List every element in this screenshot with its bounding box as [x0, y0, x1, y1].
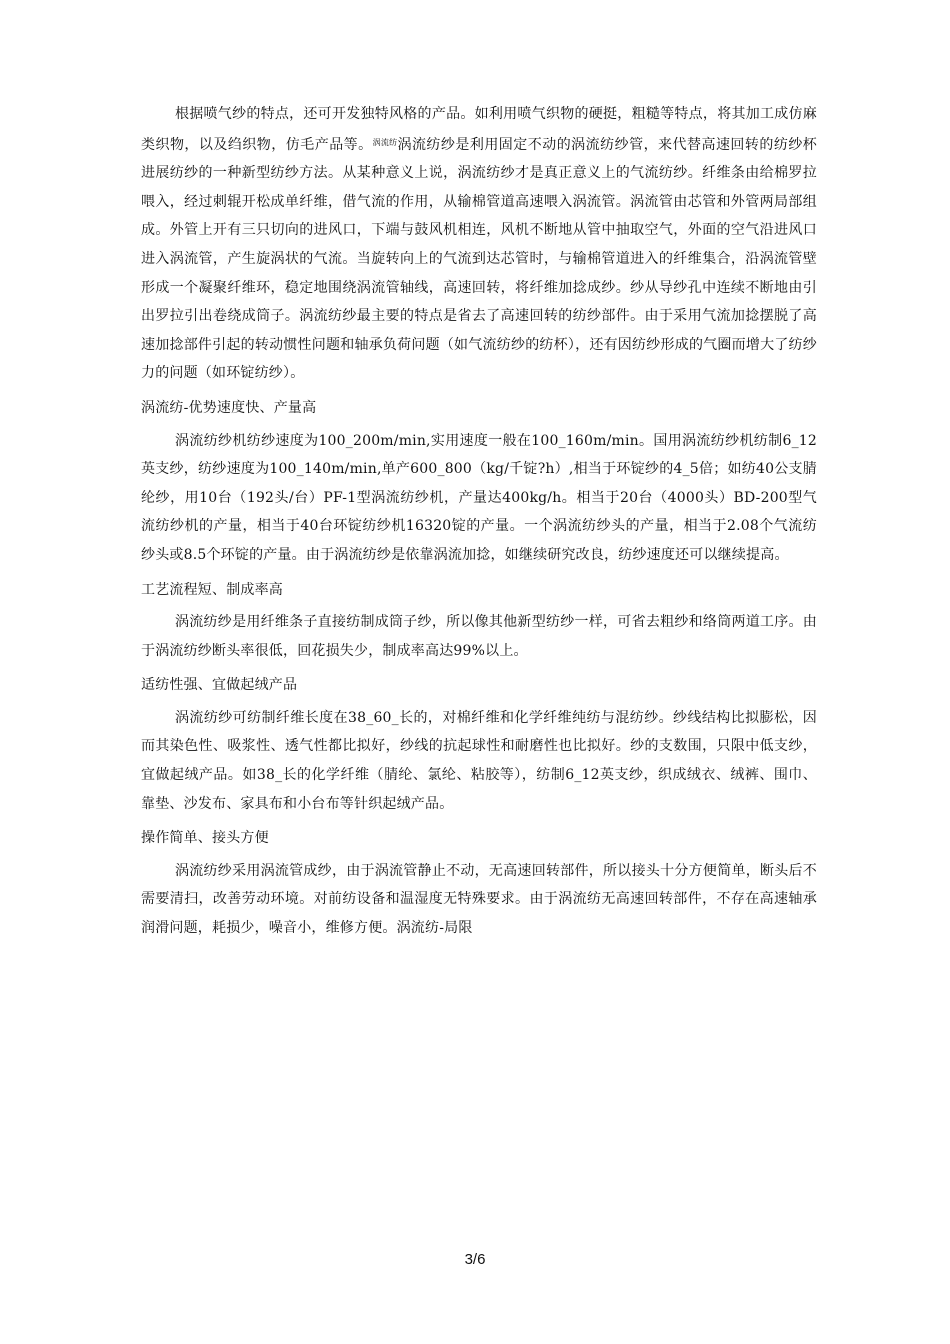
section-heading-operation: 操作简单、接头方便 [141, 830, 269, 847]
paragraph-intro-part2: 涡流纺纱是利用固定不动的涡流纺纱管，来代替高速回转的纺纱杯进展纺纱的一种新型纺纱方法。从某种意义上说，涡流纺纱才是真正意义上的气流纺纱。纤维条由给棉罗拉喂入，经过刺辊开松成单纤维，借气流的作用，从输棉管道高速喂入涡流管。涡流管由芯管和外管两局部组成。外管上开有三只切向的进风口，下端与鼓风机相连，风机不断地从管中抽取空气，外面的空气沿进风口进入涡流管，产生旋涡状的气流。当旋转向上的气流到达芯管时，与输棉管道进入的纤维集合，沿涡流管壁形成一个凝聚纤维环，稳定地围绕涡流管轴线，高速回转，将纤维加捻成纱。纱从导纱孔中连续不断地由引出罗拉引出卷绕成筒子。涡流纺纱最主要的特点是省去了高速回转的纺纱部件。由于采用气流加捻摆脱了高速加捻部件引起的转动惯性问题和轴承负荷问题（如气流纺纱的纺杯），还有因纺纱形成的气圈而增大了纺纱力的问题（如环锭纺纱）。 [141, 136, 818, 382]
inline-small-label: 涡流纺 [372, 137, 398, 147]
paragraph-process: 涡流纺纱是用纤维条子直接纺制成筒子纱，所以像其他新型纺纱一样，可省去粗纱和络筒两道工序。由于涡流纺纱断头率很低，回花损失少，制成率高达99%以上。 [141, 614, 817, 659]
section-heading-speed: 涡流纺-优势速度快、产量高 [141, 399, 317, 416]
section-heading-adaptability: 适纺性强、宜做起绒产品 [141, 677, 298, 694]
page-number: 3/6 [464, 1251, 486, 1268]
paragraph-intro-part1: 根据喷气纱的特点，还可开发独特风格的产品。如利用喷气织物的硬挺，粗糙等特点，将其加工成仿麻类织物，以及绉织物，仿毛产品等。 [141, 106, 817, 153]
section-heading-process: 工艺流程短、制成率高 [141, 581, 283, 598]
document-page [141, 100, 817, 943]
paragraph-speed: 涡流纺纱机纺纱速度为100_200m/min,实用速度一般在100_160m/min。国用涡流纺纱机纺制6_12英支纱，纺纱速度为100_140m/min,单产600_800（kg/千锭?h）,相当于环锭纱的4_5倍；如纺40公支腈纶纱，用10台（192头/台）PF-1型涡流纺纱机，产量达400kg/h。相当于20台（4000头）BD-200型气流纺纱机的产量，相当于40台环锭纺纱机16320锭的产量。一个涡流纺纱头的产量，相当于2.08个气流纺纱头或8.5个环锭的产量。由于涡流纺纱是依靠涡流加捻，如继续研究改良，纺纱速度还可以继续提高。 [141, 432, 817, 563]
paragraph-intro [141, 100, 817, 388]
paragraph-operation: 涡流纺纱采用涡流管成纱，由于涡流管静止不动，无高速回转部件，所以接头十分方便简单，断头后不需要清扫，改善劳动环境。对前纺设备和温湿度无特殊要求。由于涡流纺无高速回转部件，不存在高速轴承润滑问题，耗损少，噪音小，维修方便。涡流纺-局限 [141, 862, 817, 937]
paragraph-adaptability: 涡流纺纱可纺制纤维长度在38_60_长的，对棉纤维和化学纤维纯纺与混纺纱。纱线结构比拟膨松，因而其染色性、吸浆性、透气性都比拟好，纱线的抗起球性和耐磨性也比拟好。纱的支数围，只限中低支纱，宜做起绒产品。如38_长的化学纤维（腈纶、氯纶、粘胶等），纺制6_12英支纱，织成绒衣、绒裤、围巾、靠垫、沙发布、家具布和小台布等针织起绒产品。 [141, 709, 817, 812]
